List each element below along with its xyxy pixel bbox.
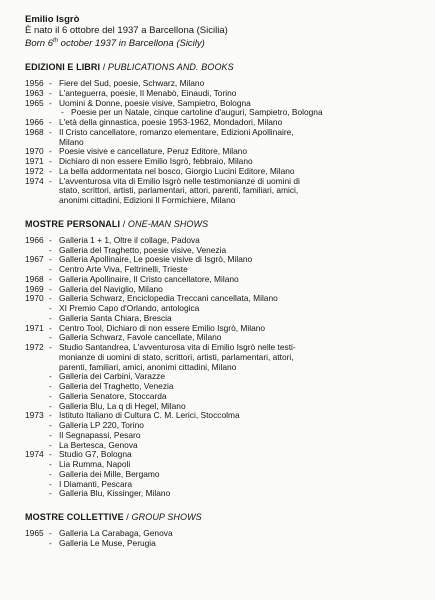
section-title [25, 62, 417, 73]
entry-year: 1956 [25, 78, 44, 89]
entry-body [49, 236, 417, 256]
dash-marker: - [49, 273, 52, 284]
dash-marker: - [61, 107, 64, 118]
entry-line [49, 128, 417, 138]
entry-text: Galleria Senatore, Stoccarda [59, 390, 167, 401]
entry-text: Galleria del Naviglio, Milano [59, 283, 163, 294]
entry-body [49, 128, 417, 148]
entry-body [49, 324, 417, 344]
entry-body [49, 255, 417, 275]
dash-marker: - [49, 175, 52, 186]
dash-marker: - [49, 87, 52, 98]
dash-marker: - [49, 312, 52, 323]
dash-marker: - [49, 322, 52, 333]
entry-text: parenti, familiari, amici, anonimi cittadini, Milano [59, 361, 237, 372]
section-title [25, 219, 417, 230]
dash-marker: - [49, 371, 52, 382]
list-item [25, 128, 417, 148]
dash-marker: - [49, 78, 52, 89]
title-separator: / [123, 512, 132, 523]
dash-marker: - [49, 165, 52, 176]
title-text: EDIZIONI E LIBRI [25, 62, 101, 73]
entry-text: Centro Arte Viva, Feltrinelli, Trieste [59, 264, 188, 275]
dash-marker: - [49, 283, 52, 294]
entry-text: monianze di uomini di stato, scrittori, artisti, parlamentari, attori, [59, 351, 294, 362]
author-birth-italian: È nato il 6 ottobre del 1937 a Barcellona (Sicilia) [25, 25, 228, 36]
entry-body [49, 294, 417, 323]
dash-marker: - [49, 449, 52, 460]
section [25, 512, 417, 549]
entry-year: 1968 [25, 273, 44, 284]
entry-text: Istituto Italiano di Cultura C. M. Lerici, Stoccolma [59, 410, 240, 421]
entry-text: Galleria Schwarz, Enciclopedia Treccani cancellata, Milano [59, 293, 278, 304]
entry-text: Galleria del Traghetto, poesie visive, Venezia [59, 244, 227, 255]
entry-text: La Bertesca, Genova [59, 439, 138, 450]
list-item [25, 343, 417, 411]
dash-marker: - [49, 381, 52, 392]
title-text: MOSTRE COLLETTIVE [25, 512, 124, 523]
list-item [25, 255, 417, 275]
title-text: GROUP SHOWS [131, 512, 202, 523]
section [25, 62, 417, 206]
entry-year: 1971 [25, 156, 44, 167]
dash-marker: - [49, 400, 52, 411]
entry-year: 1974 [25, 449, 44, 460]
entry-year: 1970 [25, 146, 44, 157]
list-item [25, 236, 417, 256]
dash-marker: - [49, 244, 52, 255]
entry-body [49, 177, 417, 206]
author-birth-english: Born 6th october 1937 in Barcellona (Sicily) [25, 38, 205, 50]
entry-year: 1965 [25, 97, 44, 108]
entry-year: 1970 [25, 293, 44, 304]
entry-text: L'avventurosa vita di Emilio Isgrò nelle testimonianze di uomini di [59, 175, 300, 186]
entry-text: Poesie per un Natale, cinque cartoline d'auguri, Sampietro, Bologna [71, 107, 323, 118]
dash-marker: - [49, 234, 52, 245]
entry-body [49, 411, 417, 450]
entry-text: Milano [59, 136, 84, 147]
dash-marker: - [49, 429, 52, 440]
author-name: Emilio Isgrò [25, 14, 80, 25]
entry-text: Studio G7, Bologna [59, 449, 132, 460]
sections-container [25, 62, 417, 549]
entry-text: Galleria Le Muse, Perugia [59, 537, 156, 548]
dash-marker: - [49, 332, 52, 343]
entry-text: Uomini & Donne, poesie visive, Sampietro, Bologna [59, 97, 251, 108]
dash-marker: - [49, 146, 52, 157]
section [25, 219, 417, 499]
entry-text: Dichiaro di non essere Emilio Isgrò, febbraio, Milano [59, 156, 253, 167]
entry-year: 1969 [25, 283, 44, 294]
dash-marker: - [49, 117, 52, 128]
title-text: MOSTRE PERSONALI [25, 218, 121, 229]
entry-text: Galleria 1 + 1, Oltre il collage, Padova [59, 234, 200, 245]
entry-text: Lia Rumma, Napoli [59, 459, 131, 470]
entry-list [25, 79, 417, 206]
entry-text: Il Segnapassi, Pesaro [59, 429, 141, 440]
entry-text: Galleria Blu, Kissinger, Milano [59, 488, 171, 499]
entry-line [49, 196, 417, 206]
entry-year: 1971 [25, 322, 44, 333]
entry-text: Galleria Apollinaire, Il Cristo cancellatore, Milano [59, 273, 239, 284]
list-item [25, 324, 417, 344]
entry-text: stato, scrittori, artisti, parlamentari, attori, parenti, familiari, amici, [59, 185, 299, 196]
list-item [25, 294, 417, 323]
entry-text: L'età della ginnastica, poesie 1953-1962, Mondadori, Milano [59, 117, 283, 128]
entry-body [49, 343, 417, 411]
title-separator: / [120, 218, 128, 229]
entry-text: Galleria Apollinaire, Le poesie visive di Isgrò, Milano [59, 254, 253, 265]
entry-year: 1966 [25, 234, 44, 245]
entry-body [49, 450, 417, 499]
list-item [25, 411, 417, 450]
entry-text: Galleria Schwarz, Favole cancellate, Milano [59, 332, 222, 343]
entry-text: Galleria La Carabaga, Genova [59, 528, 173, 539]
dash-marker: - [49, 468, 52, 479]
entry-text: Galleria del Traghetto, Venezia [59, 381, 174, 392]
dash-marker: - [49, 390, 52, 401]
entry-year: 1972 [25, 165, 44, 176]
entry-year: 1965 [25, 528, 44, 539]
author-header [25, 14, 417, 49]
title-text: PUBLICATIONS AND. BOOKS [107, 62, 234, 73]
list-item [25, 450, 417, 499]
entry-text: Galleria dei Carbini, Varazze [59, 371, 165, 382]
entry-text: anonimi cittadini, Edizioni Il Formichiere, Milano [59, 195, 236, 206]
dash-marker: - [49, 459, 52, 470]
dash-marker: - [49, 420, 52, 431]
entry-text: XI Premio Capo d'Orlando, antologica [59, 303, 200, 314]
entry-list [25, 236, 417, 499]
entry-text: Il Cristo cancellatore, romanzo elementare, Edizioni Apollinaire, [59, 126, 294, 137]
title-text: ONE-MAN SHOWS [127, 218, 209, 229]
entry-text: Studio Santandrea, L'avventurosa vita di Emilio Isgrò nelle testi- [59, 342, 296, 353]
dash-marker: - [49, 528, 52, 539]
entry-year: 1974 [25, 175, 44, 186]
entry-text: Galleria Blu, La q di Hegel, Milano [59, 400, 186, 411]
entry-year: 1966 [25, 117, 44, 128]
dash-marker: - [49, 303, 52, 314]
dash-marker: - [49, 156, 52, 167]
dash-marker: - [49, 342, 52, 353]
dash-marker: - [49, 478, 52, 489]
entry-line [49, 539, 417, 549]
dash-marker: - [49, 439, 52, 450]
list-item [25, 99, 417, 119]
entry-year: 1973 [25, 410, 44, 421]
entry-body [49, 99, 417, 119]
entry-text: L'anteguerra, poesie, Il Menabò, Einaudi, Torino [59, 87, 237, 98]
section-title [25, 512, 417, 523]
entry-text: I Diamanti, Pescara [59, 478, 133, 489]
dash-marker: - [49, 264, 52, 275]
entry-text: La bella addormentata nel bosco, Giorgio Lucini Editore, Milano [59, 165, 295, 176]
dash-marker: - [49, 488, 52, 499]
dash-marker: - [49, 537, 52, 548]
entry-text: Poesie visive e cancellature, Peruz Editore, Milano [59, 146, 248, 157]
entry-year: 1972 [25, 342, 44, 353]
entry-year: 1967 [25, 254, 44, 265]
entry-text: Galleria dei Mille, Bergamo [59, 468, 160, 479]
entry-text: Centro Tool, Dichiaro di non essere Emilio Isgrò, Milano [59, 322, 266, 333]
entry-body [49, 529, 417, 549]
dash-marker: - [49, 97, 52, 108]
entry-text: Fiere del Sud, poesie, Schwarz, Milano [59, 78, 205, 89]
entry-line [49, 489, 417, 499]
dash-marker: - [49, 293, 52, 304]
entry-text: Galleria Santa Chiara, Brescia [59, 312, 172, 323]
title-separator: / [100, 62, 108, 73]
entry-text: Galleria LP 220, Torino [59, 420, 144, 431]
list-item [25, 177, 417, 206]
entry-list [25, 529, 417, 549]
entry-year: 1968 [25, 126, 44, 137]
entry-year: 1963 [25, 87, 44, 98]
dash-marker: - [49, 410, 52, 421]
dash-marker: - [49, 126, 52, 137]
dash-marker: - [49, 254, 52, 265]
list-item [25, 529, 417, 549]
